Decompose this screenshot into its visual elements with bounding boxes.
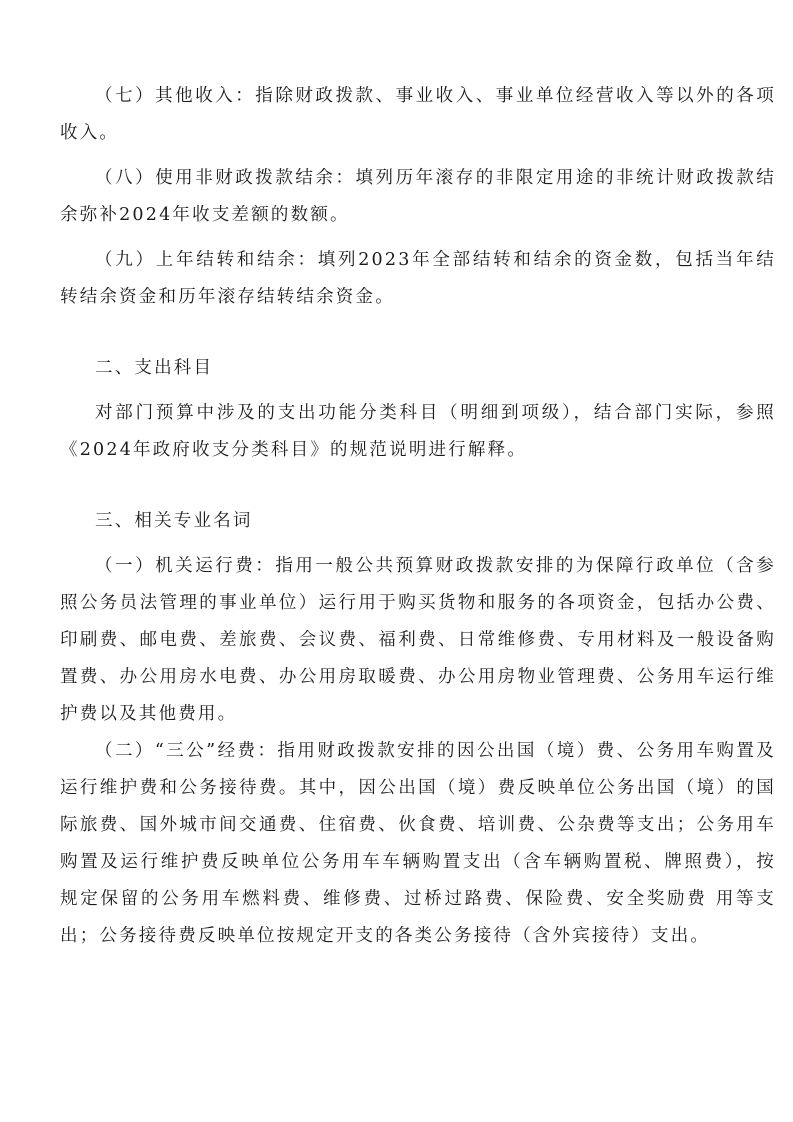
paragraph-non-fiscal-surplus: （八）使用非财政拨款结余：填列历年滚存的非限定用途的非统计财政拨款结余弥补2024年收支差额的数额。 <box>60 168 776 225</box>
section-heading-terms: 三、相关专业名词 <box>95 511 253 531</box>
section-heading-expenditure: 二、支出科目 <box>95 358 214 378</box>
paragraph-other-income: （七）其他收入：指除财政拨款、事业收入、事业单位经营收入等以外的各项收入。 <box>60 86 776 143</box>
document-page <box>60 78 776 955</box>
paragraph-operating-costs: （一）机关运行费：指用一般公共预算财政拨款安排的为保障行政单位（含参照公务员法管理的事业单位）运行用于购买货物和服务的各项资金，包括办公费、印刷费、邮电费、差旅费、会议费、福利费、日常维修费、专用材料及一般设备购置费、办公用房水电费、办公用房取暖费、办公用房物业管理费、公务用车运行维护费以及其他费用。 <box>60 556 776 724</box>
paragraph-three-public: （二）“三公”经费：指用财政拨款安排的因公出国（境）费、公务用车购置及运行维护费和公务接待费。其中，因公出国（境）费反映单位公务出国（境）的国际旅费、国外城市间交通费、住宿费、伙食费、培训费、公杂费等支出；公务用车购置及运行维护费反映单位公务用车车辆购置支出（含车辆购置税、牌照费），按规定保留的公务用车燃料费、维修费、过桥过路费、保险费、安全奖励费 用等支出；公务接待费反映单位按规定开支的各类公务接待（含外宾接待）支出。 <box>60 741 776 946</box>
paragraph-expenditure: 对部门预算中涉及的支出功能分类科目（明细到项级），结合部门实际，参照《2024年政府收支分类科目》的规范说明进行解释。 <box>60 403 776 460</box>
paragraph-carryover: （九）上年结转和结余：填列2023年全部结转和结余的资金数，包括当年结转结余资金和历年滚存结转结余资金。 <box>60 250 776 307</box>
